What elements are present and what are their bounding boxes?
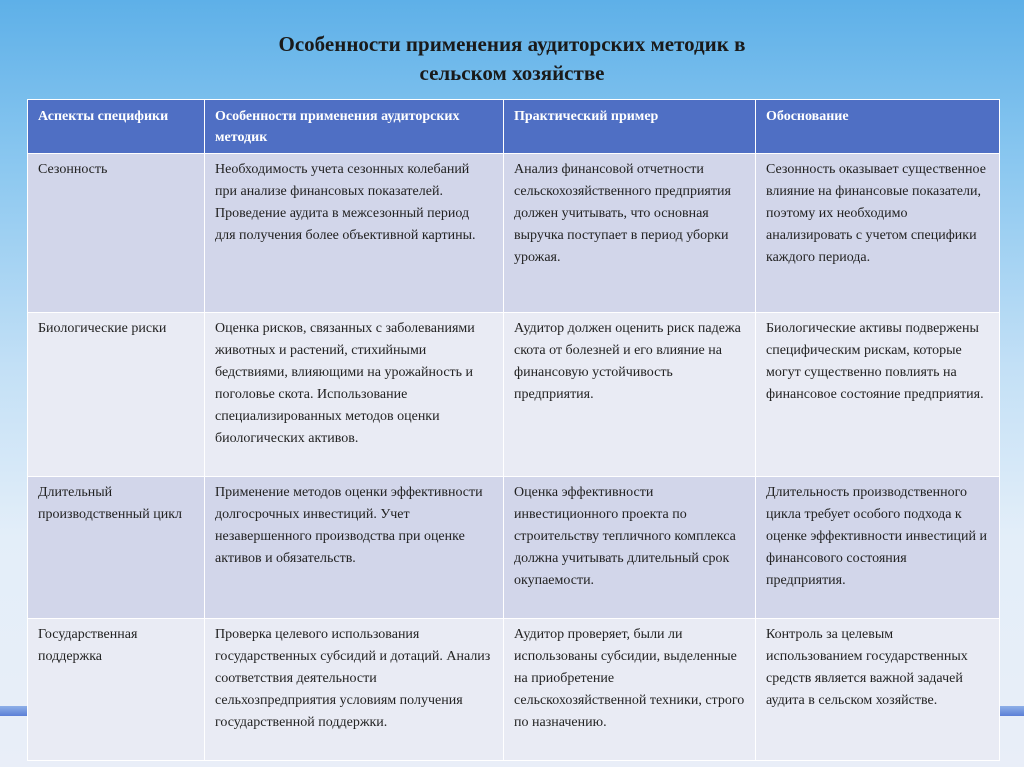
cell-methods: Оценка рисков, связанных с заболеваниями животных и растений, стихийными бедствиями, влияющими на урожайность и поголовье скота. Использование специализированных методов оценки биологических активов. xyxy=(205,313,504,477)
cell-methods: Необходимость учета сезонных колебаний при анализе финансовых показателей. Проведение аудита в межсезонный период для получения более объективной картины. xyxy=(205,154,504,313)
header-methods: Особенности применения аудиторских методик xyxy=(205,100,504,154)
decorative-accent-line-right xyxy=(1000,706,1024,716)
cell-justification: Длительность производственного цикла требует особого подхода к оценке эффективности инвестиций и финансового состояния предприятия. xyxy=(756,477,1000,619)
cell-example: Аудитор проверяет, были ли использованы субсидии, выделенные на приобретение сельскохозяйственной техники, строго по назначению. xyxy=(504,619,756,761)
table-row xyxy=(28,619,1000,761)
cell-example: Оценка эффективности инвестиционного проекта по строительству тепличного комплекса должна учитывать длительный срок окупаемости. xyxy=(504,477,756,619)
cell-justification: Сезонность оказывает существенное влияние на финансовые показатели, поэтому их необходимо анализировать с учетом специфики каждого периода. xyxy=(756,154,1000,313)
slide-title xyxy=(0,30,1024,88)
cell-example: Аудитор должен оценить риск падежа скота от болезней и его влияние на финансовую устойчивость предприятия. xyxy=(504,313,756,477)
cell-justification: Биологические активы подвержены специфическим рискам, которые могут существенно повлиять на финансовое состояние предприятия. xyxy=(756,313,1000,477)
cell-justification: Контроль за целевым использованием государственных средств является важной задачей аудита в сельском хозяйстве. xyxy=(756,619,1000,761)
cell-methods: Проверка целевого использования государственных субсидий и дотаций. Анализ соответствия деятельности сельхозпредприятия условиям получения государственной поддержки. xyxy=(205,619,504,761)
title-line-2: сельском хозяйстве xyxy=(419,61,605,85)
header-aspects: Аспекты специфики xyxy=(28,100,205,154)
table-header-row xyxy=(28,100,1000,154)
table-row xyxy=(28,313,1000,477)
cell-aspect: Длительный производственный цикл xyxy=(28,477,205,619)
audit-specifics-table xyxy=(27,99,1000,761)
cell-example: Анализ финансовой отчетности сельскохозяйственного предприятия должен учитывать, что основная выручка поступает в период уборки урожая. xyxy=(504,154,756,313)
decorative-accent-line-left xyxy=(0,706,28,716)
table-row xyxy=(28,154,1000,313)
header-example: Практический пример xyxy=(504,100,756,154)
title-line-1: Особенности применения аудиторских методик в xyxy=(278,32,746,56)
cell-aspect: Сезонность xyxy=(28,154,205,313)
cell-aspect: Биологические риски xyxy=(28,313,205,477)
table-row xyxy=(28,477,1000,619)
cell-aspect: Государственная поддержка xyxy=(28,619,205,761)
cell-methods: Применение методов оценки эффективности долгосрочных инвестиций. Учет незавершенного производства при оценке активов и обязательств. xyxy=(205,477,504,619)
header-justification: Обоснование xyxy=(756,100,1000,154)
